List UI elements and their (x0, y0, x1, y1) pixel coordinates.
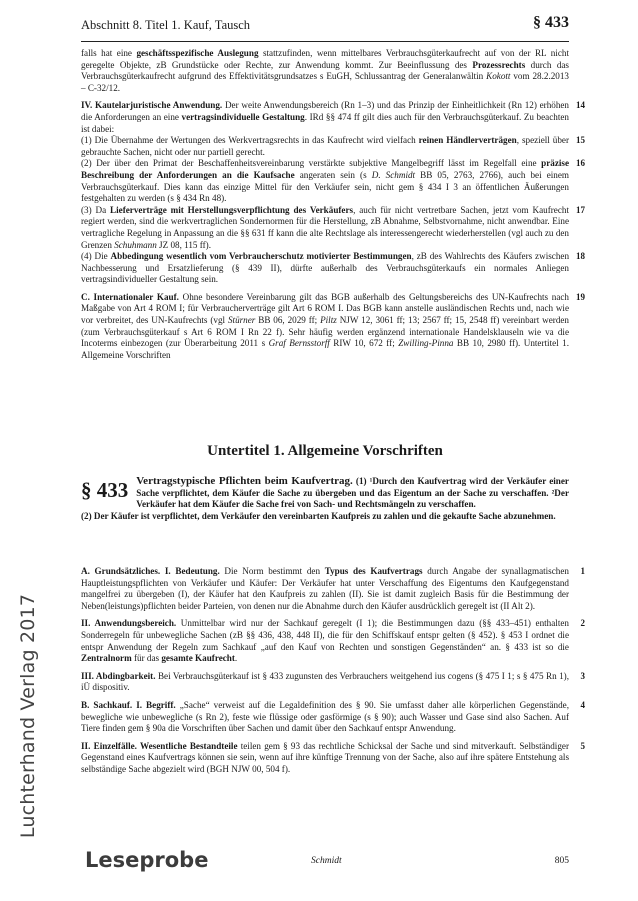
text-run: (3) Da (81, 204, 111, 215)
paragraph-rn-14 (81, 100, 585, 135)
text-run: Schuhmann (114, 239, 157, 250)
paragraph-rn-19 (81, 291, 585, 362)
text-run: Bei Verbrauchsgüterkauf ist § 433 zugunsten des Verbrauchers weitgehend ius cogens (§ 475 I 1; s § 475 Rn 1), iÜ dispositiv. (81, 670, 569, 693)
paragraph-rn-5 (81, 740, 585, 776)
text-run: JZ 08, 115 ff). (156, 239, 212, 250)
text-run: IV. Kautelarjuristische Anwendung. (81, 100, 223, 111)
text-run: , speziell über gebrauchte Sachen, nicht oder nur partiell gerecht. (81, 135, 569, 157)
text-run: BB 06, 2029 ff; (255, 315, 321, 326)
text-run: durch Angabe der synallagmatischen Hauptleistungspflichten von Verkäufer und Käufer: Der Verkäufer hat unter Verschaffung des Eigentums den Kaufgegenstand mangelfrei zu übergeben (I), der Käufer hat den Kaufpreis zu zahlen (II). Sie ist damit zugleich Basis für die Bestimmung der Neben(leistungs)pflichten beider Parteien, von denen nur die Abnahme durch den Käufer ausdrücklich geregelt ist (II Alt 2). (81, 566, 569, 611)
paragraph-rn-17 (81, 204, 585, 251)
text-run: , auch für nicht vertretbare Sachen, jetzt vom Kaufrecht regiert werden, sind die werkvertraglichen Sondernormen für die Herstellung, zB Abnahme, Selbstvornahme, nicht anwendbar. Eine vertragliche Regelung in Anpassung an die §§ 631 ff kann die alte Rechtslage als interessengerecht wiederherstellen (vgl auch zu den Grenzen (81, 204, 569, 250)
text-run: Ohne besondere Vereinbarung gilt das BGB außerhalb des Geltungsbereichs des UN-Kaufrechts nach Maßgabe von Art 4 ROM I; für Verbraucherverträge gilt Art 6 ROM I. Das BGB kann anstelle ausländischen Rechts und, nach wie vor verbreitet, des UN-Kaufrechts (vgl (81, 291, 569, 326)
margin-number: 2 (580, 618, 585, 629)
text-run: . (234, 653, 238, 664)
text-run: Unmittelbar wird nur der Sachkauf geregelt (I 1); die Bestimmungen dazu (§§ 433–451) enthalten Sonderregeln für unbewegliche Sachen (zB §§ 436, 438, 448 II), die für den Schiffskauf entspr gelten (§ 452). § 453 I ordnet die entspr Anwendung der Regeln zum Sachkauf „auf den Kauf von Rechten und sonstigen Gegenständen“ an. § 433 ist so die (81, 618, 569, 652)
chapter-title: Abschnitt 8. Titel 1. Kauf, Tausch (81, 18, 251, 32)
text-run: , zB des Wahlrechts des Käufers zwischen Nachbesserung und Ersatzlieferung (§ 439 II), dürfte außerhalb des Verbrauchsgüterkaufs ein normales Anliegen vertragsindividueller Gestaltung sein. (81, 251, 570, 285)
margin-number: 17 (576, 204, 585, 215)
paragraph-rn-4 (81, 699, 585, 735)
statute-paragraph (81, 476, 569, 522)
paragraph-rn-1 (81, 566, 585, 612)
text-run: vom 28.2.2013 – C-32/12. (81, 71, 569, 93)
text-run: Kokott (486, 71, 511, 82)
margin-number: 18 (576, 251, 585, 262)
paragraph-intro (81, 48, 569, 94)
text-run: (1) Die Übernahme der Wertungen des Werkvertragsrechts in das Kaufrecht wird vielfach (81, 135, 419, 146)
text-run: NJW 12, 3061 ff; 13; 2567 ff; 15, 2548 ff) vereinbart werden (zum Verbrauchsgüterkauf s Art 6 ROM I Rn 22 f). Sehr häufig werden ergänzend internationale Handelsklauseln wie va die Incoterms einbezogen (zur Überarbeitung 2011 s (81, 315, 569, 349)
text-run: B. Sachkauf. I. Begriff. (81, 699, 176, 710)
publisher-sidebar (17, 593, 39, 839)
page-footer (81, 848, 569, 878)
upper-text-column (81, 48, 585, 361)
text-run: . IRd §§ 474 ff gilt dies auch für den Verbrauchsgüterkauf. Zu beachten ist dabei: (81, 111, 569, 134)
statute-title: Vertragstypische Pflichten beim Kaufvertrag. (136, 475, 353, 487)
statute-clause-1: (1) ¹Durch den Kaufvertrag wird der Verkäufer einer Sache verpflichtet, dem Käufer die Sache zu übergeben und das Eigentum an der Sache zu verschaffen. ²Der Verkäufer hat dem Käufer die Sache frei von Sach- und Rechtsmängeln zu verschaffen. (136, 476, 569, 510)
text-run: Zwilling-Pinna (398, 338, 454, 349)
paragraph-rn-15 (81, 135, 585, 158)
running-header (81, 8, 569, 46)
text-run: für das (131, 653, 162, 664)
text-run: A. Grundsätzliches. I. Bedeutung. (81, 566, 220, 576)
text-run: (4) Die (81, 251, 111, 262)
margin-number: 5 (580, 740, 585, 751)
statute-section-number: § 433 (81, 478, 129, 502)
text-run: BB 10, 2980 ff). Untertitel 1. Allgemeine Vorschriften (81, 338, 570, 360)
text-run: durch das Verbrauchsgüterkaufrecht aufgrund des Effektivitätsgrundsatzes s EuGH, Schlussantrag der Generalanwältin (81, 59, 569, 82)
text-run: BB 05, 2763, 2766), auch bei einem Verbrauchsgüterkauf. Dies kann das einzige Mittel für den Verkäufer sein, nicht gem § 434 I 3 an öffentlichen Äußerungen festgehalten zu werden (s § 434 Rn 48). (81, 169, 569, 204)
text-run: Prozessrechts (472, 59, 526, 70)
header-rule (81, 41, 569, 42)
text-run: Graf Bernsstorff (268, 338, 330, 349)
text-run: Der weite Anwendungsbereich (Rn 1–3) und das Prinzip der Einheitlichkeit (Rn 12) erhöhen die Anforderungen an eine (81, 100, 569, 122)
text-run: stattzufinden, wenn mittelbares Verbrauchsgüterkaufrecht auf von der RL nicht geregelte Objekte, zB Grundstücke oder Rechte, zur Anwendung kommt. Zur Beeinflussung des (81, 48, 569, 70)
statute-clause-2: (2) Der Käufer ist verpflichtet, dem Verkäufer den vereinbarten Kaufpreis zu zahlen und die gekaufte Sache abzunehmen. (81, 510, 556, 521)
statute-body (81, 476, 569, 511)
paragraph-rn-16 (81, 158, 585, 204)
text-run: Stürner (227, 315, 256, 326)
text-run: falls hat eine (81, 48, 137, 58)
margin-number: 4 (580, 699, 585, 710)
margin-number: 15 (576, 135, 585, 146)
text-run: angeraten sein (s (294, 169, 372, 180)
text-run: vertragsindividuelle Gestaltung (181, 111, 305, 122)
margin-number: 16 (576, 158, 585, 169)
text-run: RIW 10, 672 ff; (329, 338, 399, 349)
text-run: Piltz (320, 315, 337, 326)
text-run: reinen Händlerverträgen (418, 135, 517, 146)
page-number: 805 (554, 856, 569, 866)
text-run: Die Norm bestimmt den (219, 566, 325, 576)
text-run: III. Abdingbarkeit. (81, 670, 156, 681)
text-run: teilen gem § 93 das rechtliche Schicksal der Sache und sind mitverkauft. Selbständiger Gegenstand eines Kaufvertrags können sie sein, wenn auf ihre künftige Trennung von der Sache, also auf ihre spätere Entstehung als selbständige Sache abgezielt wird (BGH NJW 00, 504 f). (81, 740, 569, 774)
author-name: Schmidt (311, 856, 342, 866)
text-run: „Sache“ verweist auf die Legaldefinition des § 90. Sie umfasst daher alle körperlichen Gegenstände, bewegliche wie unbewegliche (s Rn 2), feste wie flüssige oder gasförmige (s § 90); auch Wasser und Gase sind also Sachen. Auf Tiere finden gem § 90a die Vorschriften über Sachen und damit über den Sachkauf entspr Anwendung. (81, 699, 570, 734)
paragraph-rn-2 (81, 618, 585, 664)
text-run: D. Schmidt (371, 169, 416, 180)
text-run: (2) Der über den Primat der Beschaffenheitsvereinbarung verstärkte subjektive Mangelbegriff lässt im Regelfall eine (81, 158, 542, 169)
statute-text (81, 476, 569, 522)
publisher-label: Luchterhand Verlag 2017 (17, 593, 39, 839)
margin-number: 1 (580, 566, 585, 576)
margin-number: 14 (576, 100, 585, 111)
text-run: Typus des Kaufvertrags (324, 566, 423, 576)
text-run: Lieferverträge mit Herstellungsverpflichtung des Verkäufers (110, 204, 354, 215)
margin-number: 3 (580, 670, 585, 681)
text-run: präzise Beschreibung der Anforderungen an die Kaufsache (81, 158, 569, 180)
section-number: § 433 (533, 14, 569, 31)
text-run: C. Internationaler Kauf. (81, 291, 179, 302)
text-run: gesamte Kaufrecht (161, 653, 235, 664)
paragraph-rn-18 (81, 251, 585, 286)
text-run: II. Einzelfälle. Wesentliche Bestandteile (81, 740, 238, 751)
text-run: II. Anwendungsbereich. (81, 618, 177, 629)
margin-number: 19 (576, 291, 585, 302)
commentary-column (81, 566, 585, 776)
leseprobe-logo: Leseprobe (85, 848, 209, 872)
text-run: Abbedingung wesentlich vom Verbraucherschutz motivierter Bestimmungen (110, 251, 412, 262)
paragraph-rn-3 (81, 670, 585, 694)
text-run: geschäftsspezifische Auslegung (136, 48, 259, 58)
text-run: Zentralnorm (81, 653, 132, 664)
subtitle-heading: Untertitel 1. Allgemeine Vorschriften (207, 443, 443, 459)
